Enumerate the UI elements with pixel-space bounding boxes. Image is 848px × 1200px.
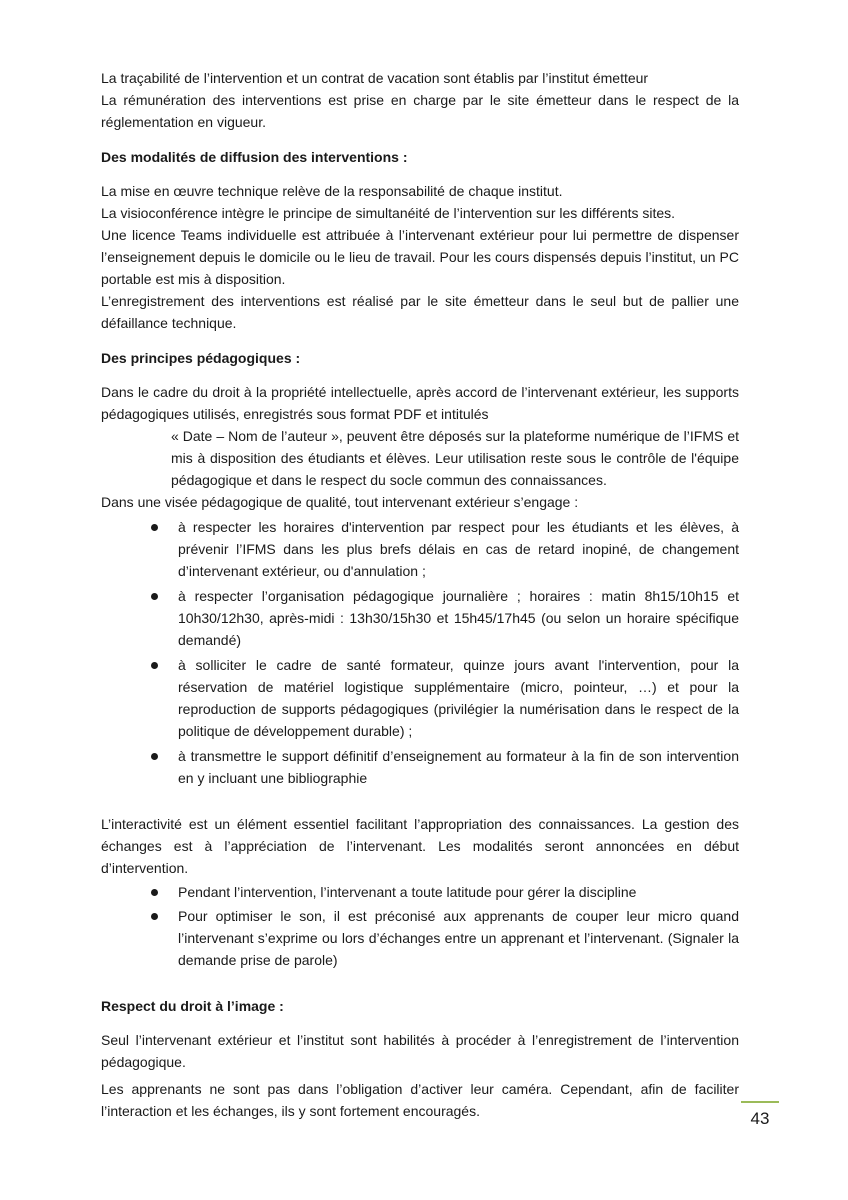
bullet-icon bbox=[151, 524, 158, 531]
list-item-text: Pour optimiser le son, il est préconisé aux apprenants de couper leur micro quand l’intervenant s’exprime ou lors d’échanges entre un apprenant et l’intervenant. (Signaler la demande prise de parole) bbox=[178, 908, 739, 968]
list-item bbox=[101, 881, 739, 903]
bullet-icon bbox=[151, 593, 158, 600]
list-item-text: à transmettre le support définitif d’enseignement au formateur à la fin de son intervention en y incluant une bibliographie bbox=[178, 748, 739, 786]
section-heading-diffusion: Des modalités de diffusion des interventions : bbox=[101, 149, 408, 165]
image-paragraph-1: Seul l’intervenant extérieur et l’institut sont habilités à procéder à l’enregistrement de l’intervention pédagogique. bbox=[101, 1032, 739, 1070]
interactivite-list bbox=[101, 881, 739, 971]
list-item bbox=[101, 516, 739, 582]
section-heading-pedagogie: Des principes pédagogiques : bbox=[101, 350, 301, 366]
intro-line-1: La traçabilité de l’intervention et un contrat de vacation sont établis par l’institut émetteur bbox=[101, 70, 649, 86]
intro-line-2: La rémunération des interventions est prise en charge par le site émetteur dans le respect de la réglementation en vigueur. bbox=[101, 92, 739, 130]
pedagogie-paragraph-1: Dans le cadre du droit à la propriété intellectuelle, après accord de l’intervenant extérieur, les supports pédagogiques utilisés, enregistrés sous format PDF et intitulés bbox=[101, 384, 739, 422]
engagement-list bbox=[101, 516, 739, 789]
diffusion-paragraph-2: La visioconférence intègre le principe de simultanéité de l’intervention sur les différents sites. bbox=[101, 205, 676, 221]
diffusion-paragraph-3: Une licence Teams individuelle est attribuée à l’intervenant extérieur pour lui permettre de dispenser l’enseignement depuis le domicile ou le lieu de travail. Pour les cours dispensés depuis l’institut, un PC portable est mis à disposition. bbox=[101, 227, 739, 287]
list-item-text: Pendant l’intervention, l’intervenant a toute latitude pour gérer la discipline bbox=[178, 884, 637, 900]
pedagogie-paragraph-2: Dans une visée pédagogique de qualité, tout intervenant extérieur s’engage : bbox=[101, 494, 579, 510]
page-number: 43 bbox=[750, 1109, 770, 1128]
page-number-rule bbox=[741, 1101, 779, 1103]
page-content bbox=[101, 67, 739, 1122]
bullet-icon bbox=[151, 913, 158, 920]
diffusion-paragraph-4: L’enregistrement des interventions est réalisé par le site émetteur dans le seul but de pallier une défaillance technique. bbox=[101, 293, 739, 331]
list-item-text: à respecter l’organisation pédagogique journalière ; horaires : matin 8h15/10h15 et 10h30/12h30, après-midi : 13h30/15h30 et 15h45/17h45 (ou selon un horaire spécifique demandé) bbox=[178, 588, 739, 648]
bullet-icon bbox=[151, 753, 158, 760]
list-item bbox=[101, 745, 739, 789]
section-heading-image: Respect du droit à l’image : bbox=[101, 998, 284, 1014]
bullet-icon bbox=[151, 662, 158, 669]
list-item-text: à solliciter le cadre de santé formateur, quinze jours avant l'intervention, pour la réservation de matériel logistique supplémentaire (micro, pointeur, …) et pour la reproduction de supports pédagogiques (privilégier la numérisation dans le respect de la politique de développement durable) ; bbox=[178, 657, 739, 739]
pedagogie-paragraph-1-indented: « Date – Nom de l’auteur », peuvent être déposés sur la plateforme numérique de l’IFMS et mis à disposition des étudiants et élèves. Leur utilisation reste sous le contrôle de l'équipe pédagogique et dans le respect du socle commun des connaissances. bbox=[171, 428, 739, 488]
list-item-text: à respecter les horaires d'intervention par respect pour les étudiants et les élèves, à prévenir l’IFMS dans les plus brefs délais en cas de retard inopiné, de changement d’intervenant extérieur, ou d'annulation ; bbox=[178, 519, 739, 579]
list-item bbox=[101, 585, 739, 651]
list-item bbox=[101, 654, 739, 742]
diffusion-paragraph-1: La mise en œuvre technique relève de la responsabilité de chaque institut. bbox=[101, 183, 563, 199]
interactivite-paragraph: L’interactivité est un élément essentiel facilitant l’appropriation des connaissances. La gestion des échanges est à l’appréciation de l’intervenant. Les modalités seront annoncées en début d’intervention. bbox=[101, 816, 739, 876]
bullet-icon bbox=[151, 889, 158, 896]
list-item bbox=[101, 905, 739, 971]
image-paragraph-2: Les apprenants ne sont pas dans l’obligation d’activer leur caméra. Cependant, afin de faciliter l’interaction et les échanges, ils y sont fortement encouragés. bbox=[101, 1081, 739, 1119]
